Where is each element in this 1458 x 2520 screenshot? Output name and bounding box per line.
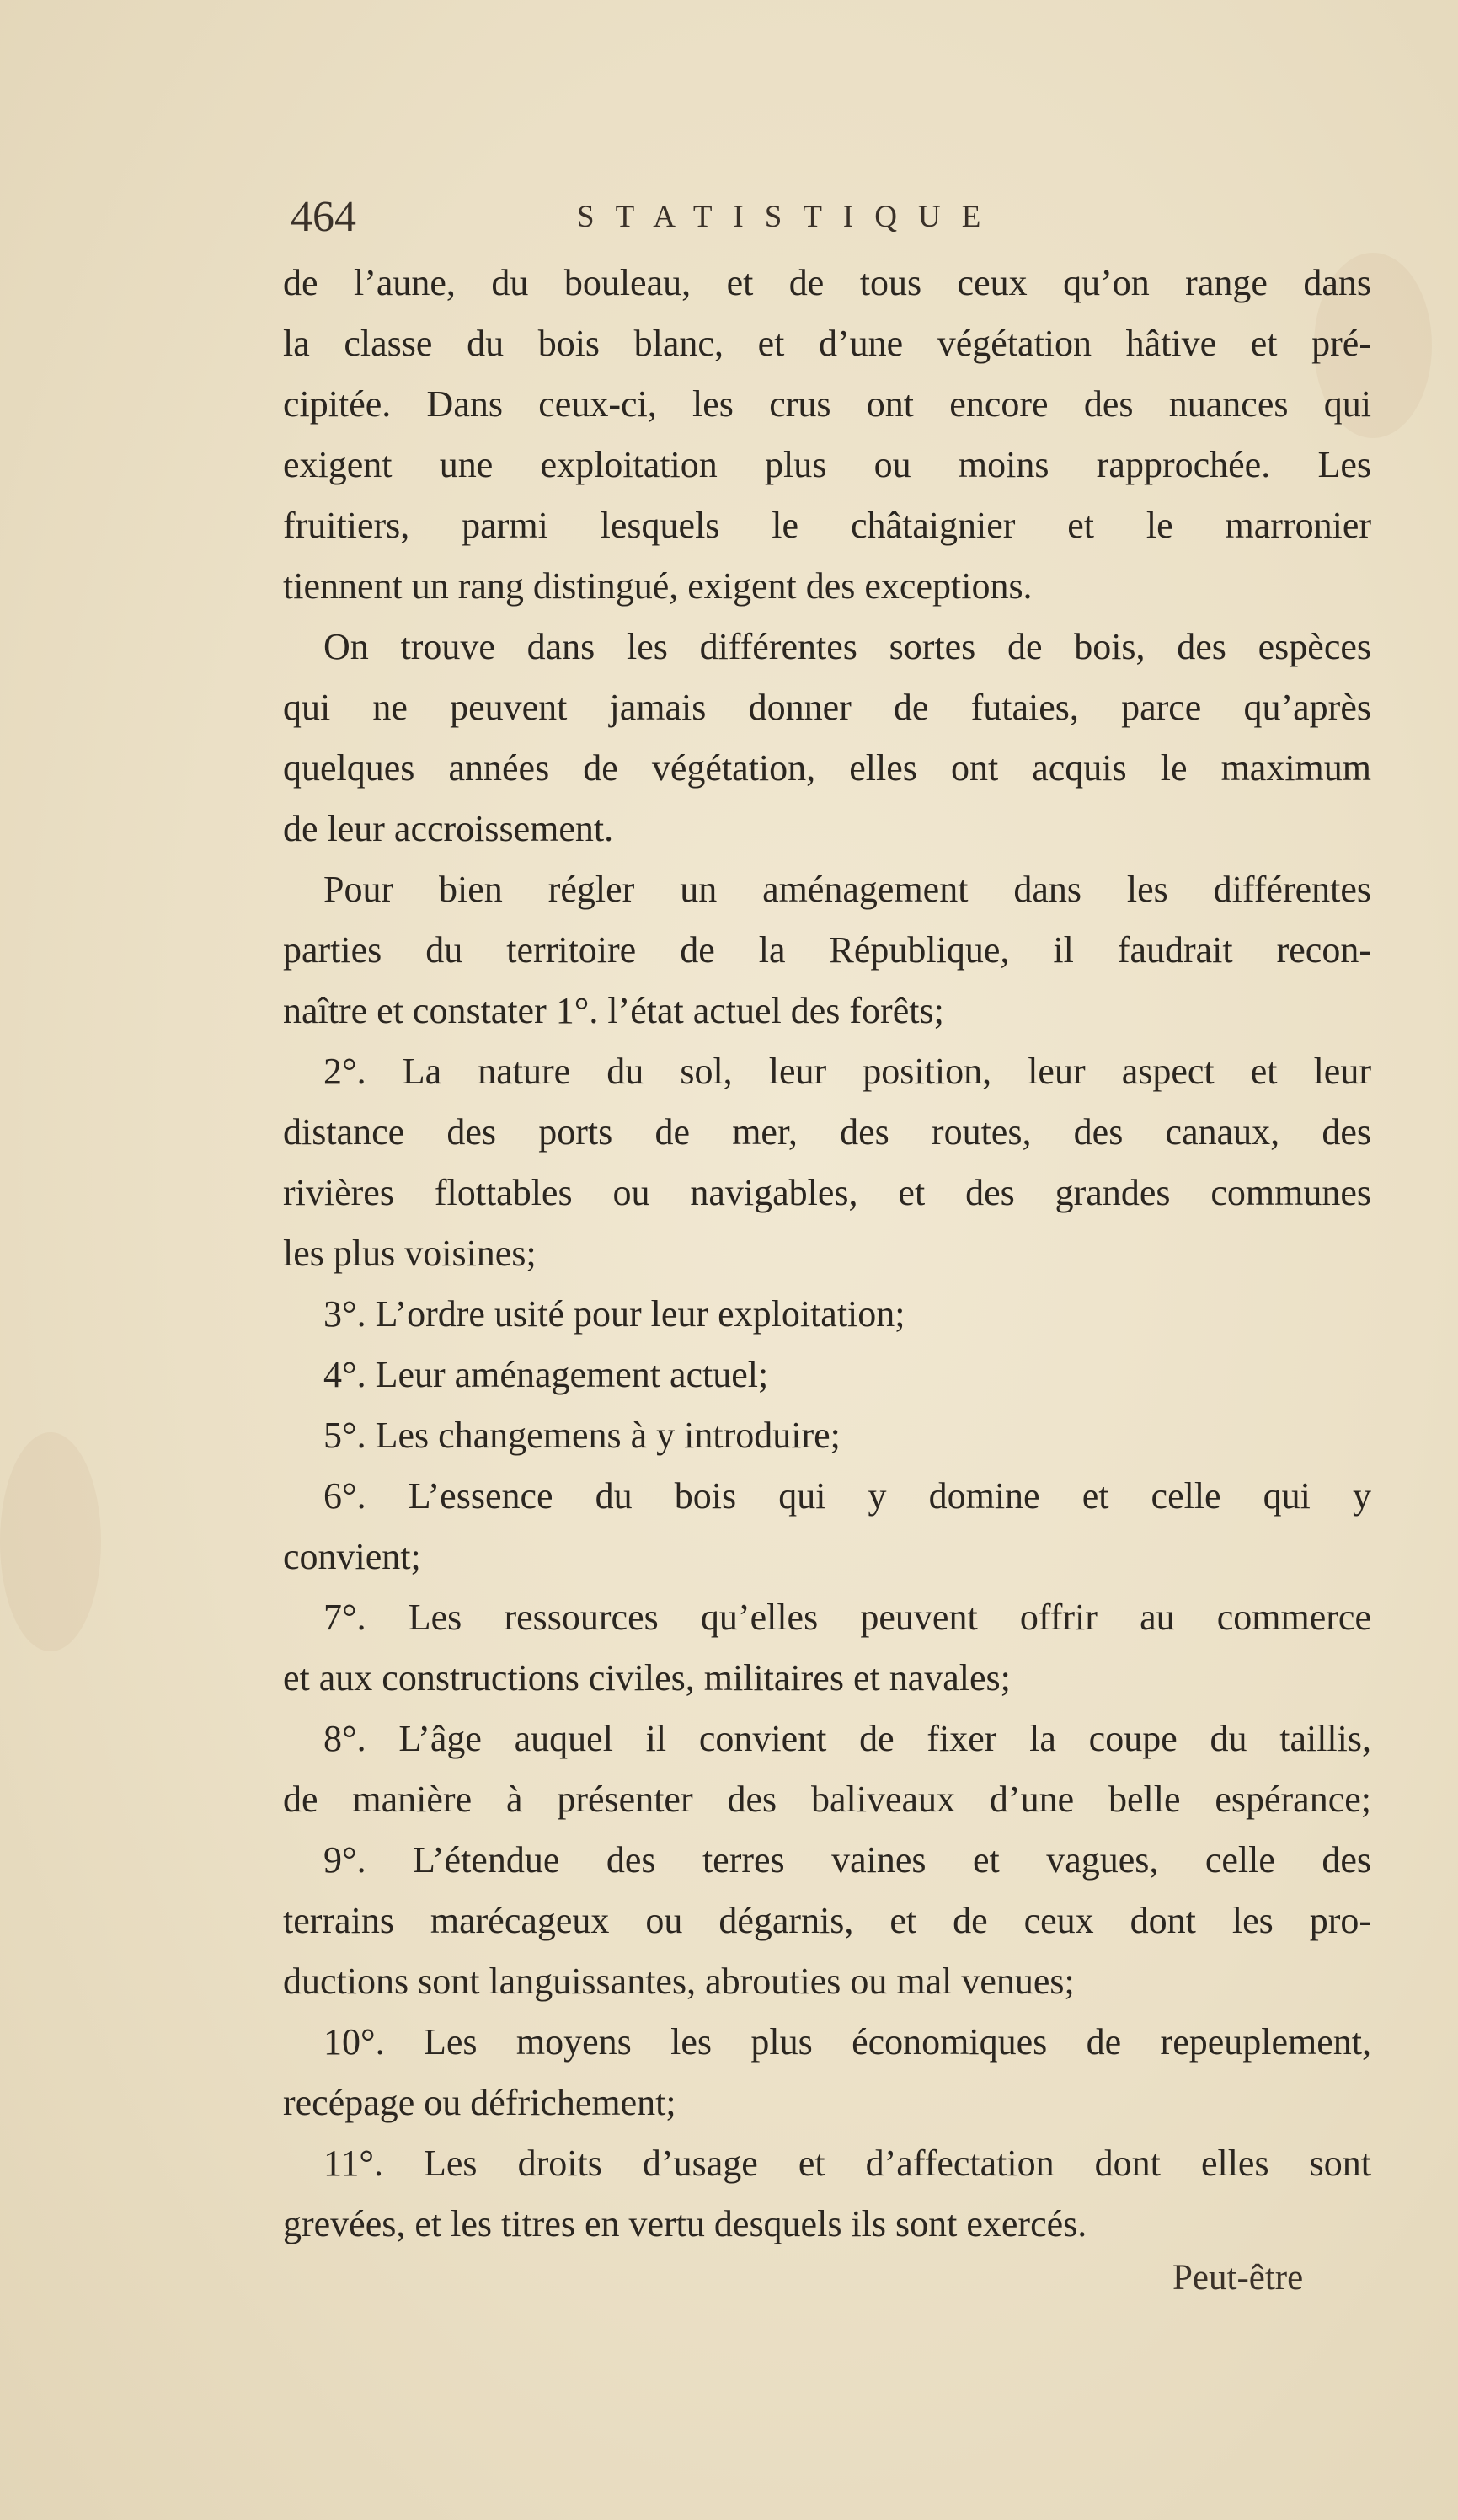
text-line: ductions sont languissantes, abrouties ou mal venues; <box>283 1961 1075 2002</box>
text-line: terrains marécageux ou dégarnis, et de ceux dont les pro- <box>283 1900 1371 1941</box>
text-line: parties du territoire de la République, il faudrait recon- <box>283 929 1371 971</box>
text-line: grevées, et les titres en vertu desquels ils sont exercés. <box>283 2203 1087 2244</box>
text-line: exigent une exploitation plus ou moins rapprochée. Les <box>283 444 1371 485</box>
text-line: la classe du bois blanc, et d’une végétation hâtive et pré- <box>283 323 1371 364</box>
text-line: 5°. Les changemens à y introduire; <box>323 1415 841 1456</box>
text-line: et aux constructions civiles, militaires et navales; <box>283 1657 1011 1699</box>
text-line: 9°. L’étendue des terres vaines et vagues, celle des <box>323 1839 1371 1881</box>
text-line: les plus voisines; <box>283 1233 537 1274</box>
text-line: 8°. L’âge auquel il convient de fixer la coupe du taillis, <box>323 1718 1371 1759</box>
text-line: 3°. L’ordre usité pour leur exploitation; <box>323 1293 905 1335</box>
text-line: rivières flottables ou navigables, et des grandes communes <box>283 1172 1371 1213</box>
page-number: 464 <box>291 193 356 241</box>
catchword: Peut-être <box>1172 2258 1304 2298</box>
running-head: STATISTIQUE <box>577 200 1002 234</box>
text-line: 2°. La nature du sol, leur position, leur aspect et leur <box>323 1051 1371 1092</box>
text-line: naître et constater 1°. l’état actuel des forêts; <box>283 990 944 1031</box>
text-line: convient; <box>283 1536 421 1577</box>
text-line: tiennent un rang distingué, exigent des exceptions. <box>283 565 1033 607</box>
text-line: 10°. Les moyens les plus économiques de repeuplement, <box>323 2021 1371 2063</box>
text-line: recépage ou défrichement; <box>283 2082 676 2123</box>
text-line: Pour bien régler un aménagement dans les différentes <box>323 869 1371 910</box>
text-line: quelques années de végétation, elles ont acquis le maximum <box>283 747 1371 789</box>
text-line: 4°. Leur aménagement actuel; <box>323 1354 769 1395</box>
text-line: cipitée. Dans ceux-ci, les crus ont encore des nuances qui <box>283 383 1371 425</box>
text-line: 6°. L’essence du bois qui y domine et celle qui y <box>323 1475 1371 1517</box>
text-line: de manière à présenter des baliveaux d’une belle espérance; <box>283 1779 1371 1820</box>
text-line: fruitiers, parmi lesquels le châtaignier et le marronier <box>283 505 1371 546</box>
text-line: distance des ports de mer, des routes, des canaux, des <box>283 1111 1371 1153</box>
text-line: 11°. Les droits d’usage et d’affectation dont elles sont <box>323 2143 1371 2184</box>
body-text <box>283 253 1371 2255</box>
text-line: On trouve dans les différentes sortes de bois, des espèces <box>323 626 1371 667</box>
paper-stain <box>0 1432 101 1651</box>
text-line: de leur accroissement. <box>283 808 614 849</box>
page-header <box>291 187 1251 248</box>
text-line: qui ne peuvent jamais donner de futaies, parce qu’après <box>283 687 1371 728</box>
text-line: 7°. Les ressources qu’elles peuvent offrir au commerce <box>323 1597 1371 1638</box>
text-line: de l’aune, du bouleau, et de tous ceux qu’on range dans <box>283 262 1371 303</box>
